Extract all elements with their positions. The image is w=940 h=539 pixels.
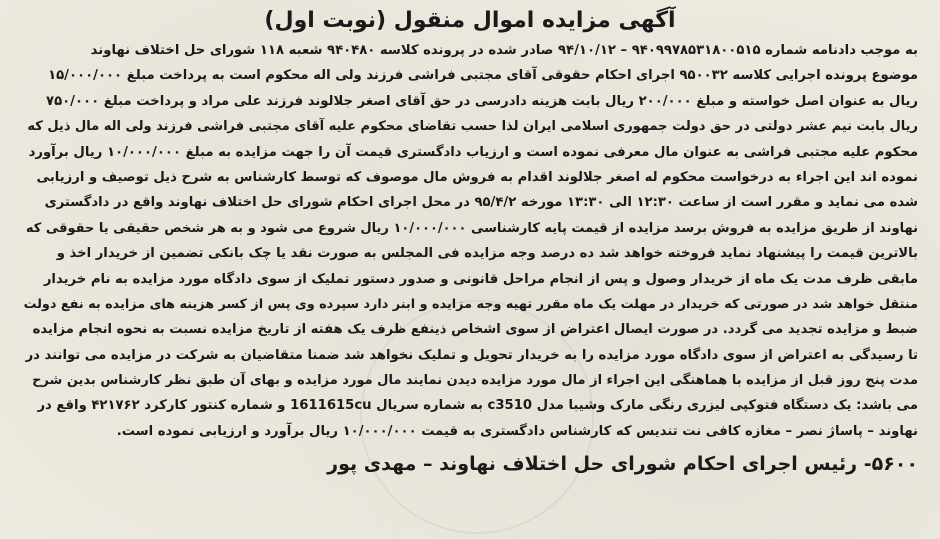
notice-line: بالاترین قیمت را پیشنهاد نماید فروخته خواهد شد ده درصد وجه مزایده فی المجلس به صورت نقد یا چک بانکی تضمین از خریدار اخذ و — [56, 246, 918, 262]
signature-line: ۵۶۰۰- رئیس اجرای احکام شورای حل اختلاف نهاوند – مهدی پور — [327, 453, 918, 476]
notice-title: آگهی مزایده اموال منقول (نوبت اول) — [264, 8, 676, 33]
notice-line: نهاوند – پاساژ نصر – مغازه کافی نت تندیس که کارشناس دادگستری به قیمت ۱۰/۰۰۰/۰۰۰ ریال برآورد و ارزیابی نموده است. — [116, 423, 918, 439]
notice-line: شده می نماید و مقرر است از ساعت ۱۲:۳۰ الی ۱۳:۳۰ مورخه ۹۵/۴/۲ در محل اجرای احکام شورای حل اختلاف نهاوند واقع در دادگستری — [44, 195, 918, 211]
notice-line: مابقی ظرف مدت یک ماه از خریدار وصول و پس از انجام مراحل قانونی و صدور دستور تملیک از سوی دادگاه مورد مزایده به نام خریدار — [43, 271, 918, 287]
notice-line: منتقل خواهد شد در صورتی که خریدار در مهلت یک ماه مقرر تهیه وجه مزایده و ابنر دارد سپرده وی پس از کسر هزینه های مزایده به نفع دولت — [23, 296, 918, 312]
notice-line: به موجب دادنامه شماره ۹۴۰۹۹۷۸۵۳۱۸۰۰۵۱۵ – ۹۴/۱۰/۱۲ صادر شده در پرونده کلاسه ۹۴۰۴۸۰ شعبه ۱۱۸ شورای حل اختلاف نهاوند — [90, 43, 918, 58]
notice-line: ریال بابت نیم عشر دولتی در حق دولت جمهوری اسلامی ایران لذا حسب تقاضای محکوم علیه آقای مجتبی فراشی فرزند ولی اله مال ذیل که — [27, 119, 918, 135]
notice-line: می باشد: یک دستگاه فتوکپی لیزری رنگی مارک وشیبا مدل c3510 به شماره سریال 1611615cu و شماره کنتور کارکرد ۴۲۱۷۶۲ واقع در — [37, 398, 918, 414]
notice-body — [22, 38, 918, 444]
notice-line: موضوع پرونده اجرایی کلاسه ۹۵۰۰۳۲ اجرای احکام حقوقی آقای مجتبی فراشی فرزند ولی اله محکوم است به پرداخت مبلغ ۱۵/۰۰۰/۰۰۰ — [48, 68, 918, 84]
notice-line: ضبط و مزایده تجدید می گردد. در صورت ایصال اعتراض از سوی اشخاص ذینفع ظرف یک هفته از تاریخ مزایده نسبت به نحوه انجام مزایده — [32, 322, 918, 338]
notice-line: نموده اند این اجراء به درخواست محکوم له اصغر جلالوند اقدام به فروش مال موصوف که توسط کارشناس به شرح ذیل توصیف و ارزیابی — [36, 169, 918, 185]
notice-line: ریال به عنوان اصل خواسته و مبلغ ۲۰۰/۰۰۰ ریال بابت هزینه دادرسی در حق آقای اصغر جلالوند فرزند علی مراد و پرداخت مبلغ ۷۵۰/۰۰۰ — [46, 93, 918, 109]
notice-line: تا رسیدگی به اعتراض از سوی دادگاه مورد مزایده را به خریدار تحویل و تملیک نخواهد شد ضمنا متقاضیان به شرکت در مزایده می توانند در — [25, 347, 918, 363]
notice-line: مدت پنج روز قبل از مزایده با هماهنگی این اجراء از مال مورد مزایده دیدن نمایند مال مورد مزایده و بهای آن طبق نظر کارشناس بدین شرح — [32, 373, 918, 389]
notice-line: محکوم علیه مجتبی فراشی به عنوان مال معرفی نموده است و ارزیاب دادگستری قیمت آن را جهت مزایده به مبلغ ۱۰/۰۰۰/۰۰۰ ریال برآورد — [28, 144, 918, 160]
notice-line: نهاوند از طریق مزایده به فروش برسد مزایده از قیمت پایه کارشناسی ۱۰/۰۰۰/۰۰۰ ریال شروع می شود و به هر شخص حقیقی یا حقوقی که — [25, 220, 918, 236]
